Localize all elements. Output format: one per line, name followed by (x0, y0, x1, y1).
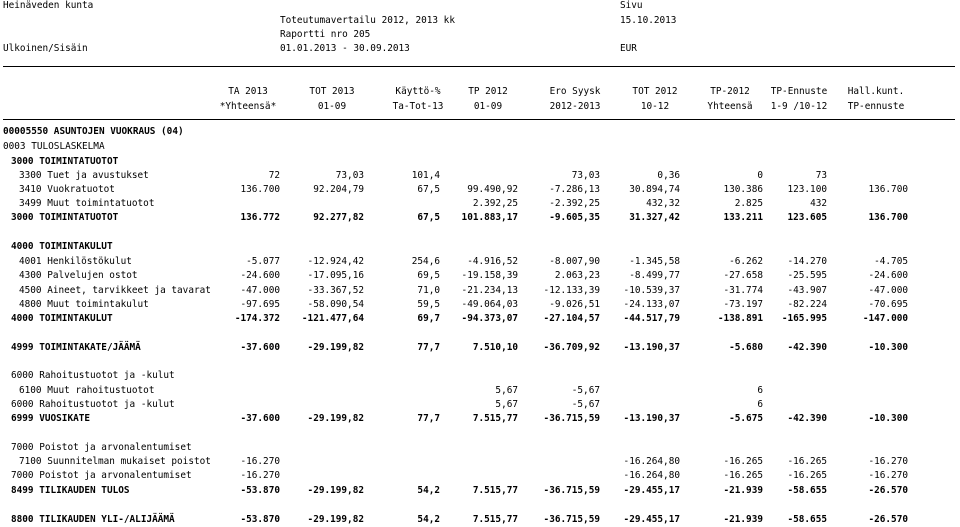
cell-col-8: -43.907 (787, 285, 827, 296)
cell-col-8: -165.995 (781, 313, 827, 324)
scope-label: Ulkoinen/Sisäin (3, 43, 88, 54)
table-row (0, 470, 960, 483)
cell-col-6: -1.345,58 (629, 256, 680, 267)
row-label: 6000 Rahoitustuotot ja -kulut (11, 370, 175, 381)
column-header-3-top: Käyttö-% (395, 86, 441, 97)
table-row (0, 126, 960, 139)
cell-col-7: -5.675 (729, 413, 763, 424)
cell-col-5: -9.605,35 (549, 212, 600, 223)
row-label: 4999 TOIMINTAKATE/JÄÄMÄ (11, 342, 141, 353)
cell-col-2: -58.090,54 (307, 299, 364, 310)
table-row (0, 399, 960, 412)
report-title: Toteutumavertailu 2012, 2013 kk (280, 15, 455, 26)
cell-col-7: 6 (757, 385, 763, 396)
cell-col-1: 136.700 (240, 184, 280, 195)
cell-col-4: 101.883,17 (461, 212, 518, 223)
cell-col-4: 7.515,77 (472, 514, 518, 525)
cell-col-4: 7.510,10 (472, 342, 518, 353)
cell-col-3: 69,5 (417, 270, 440, 281)
table-row (0, 342, 960, 355)
cell-col-5: -2.392,25 (549, 198, 600, 209)
table-row (0, 184, 960, 197)
cell-col-7: -138.891 (717, 313, 763, 324)
cell-col-3: 67,5 (417, 184, 440, 195)
cell-col-6: -44.517,79 (623, 313, 680, 324)
table-row (0, 370, 960, 383)
cell-col-8: -42.390 (787, 413, 827, 424)
cell-col-8: -42.390 (787, 342, 827, 353)
cell-col-8: -58.655 (787, 485, 827, 496)
column-header-2-bottom: 01-09 (317, 101, 347, 112)
cell-col-6: -13.190,37 (623, 413, 680, 424)
cell-col-5: -27.104,57 (543, 313, 600, 324)
cell-col-4: 5,67 (495, 385, 518, 396)
cell-col-3: 54,2 (417, 514, 440, 525)
cell-col-4: 7.515,77 (472, 485, 518, 496)
cell-col-6: -29.455,17 (623, 485, 680, 496)
table-row (0, 456, 960, 469)
cell-col-1: -24.600 (240, 270, 280, 281)
cell-col-1: -47.000 (240, 285, 280, 296)
cell-col-7: -27.658 (723, 270, 763, 281)
column-header-divider (3, 119, 955, 120)
cell-col-9: -70.695 (868, 299, 908, 310)
column-header-1-bottom: *Yhteensä* (219, 101, 277, 112)
cell-col-9: -10.300 (868, 342, 908, 353)
row-label: 4001 Henkilöstökulut (19, 256, 132, 267)
cell-col-9: -16.270 (868, 456, 908, 467)
cell-col-2: 92.277,82 (313, 212, 364, 223)
cell-col-8: -16.265 (787, 456, 827, 467)
cell-col-6: -16.264,80 (623, 456, 680, 467)
cell-col-1: -37.600 (240, 342, 280, 353)
row-label: 7000 Poistot ja arvonalentumiset (11, 470, 192, 481)
cell-col-1: -174.372 (234, 313, 280, 324)
row-label: 4000 TOIMINTAKULUT (11, 313, 113, 324)
header-divider (3, 66, 955, 67)
table-row (0, 285, 960, 298)
cell-col-6: -13.190,37 (623, 342, 680, 353)
cell-col-5: -36.709,92 (543, 342, 600, 353)
column-header-8-top: TP-Ennuste (770, 86, 828, 97)
cell-col-6: -8.499,77 (629, 270, 680, 281)
cell-col-8: 73 (815, 170, 827, 181)
row-label: 4800 Muut toimintakulut (19, 299, 149, 310)
page-label: Sivu (620, 0, 643, 11)
cell-col-6: 31.327,42 (629, 212, 680, 223)
cell-col-1: -16.270 (240, 470, 280, 481)
cell-col-6: 432,32 (646, 198, 680, 209)
cell-col-2: -33.367,52 (307, 285, 364, 296)
cell-col-5: -5,67 (571, 385, 600, 396)
row-label: 6999 VUOSIKATE (11, 413, 91, 424)
cell-col-8: 123.605 (787, 212, 827, 223)
cell-col-2: 73,03 (335, 170, 364, 181)
row-label: 0003 TULOSLASKELMA (3, 141, 105, 152)
company-name: Heinäveden kunta (3, 0, 94, 11)
cell-col-6: -10.539,37 (623, 285, 680, 296)
cell-col-6: -29.455,17 (623, 514, 680, 525)
cell-col-6: -16.264,80 (623, 470, 680, 481)
cell-col-7: -21.939 (723, 514, 763, 525)
row-label: 3000 TOIMINTATUOTOT (11, 156, 119, 167)
report-date: 15.10.2013 (620, 15, 677, 26)
cell-col-4: 99.490,92 (467, 184, 518, 195)
column-header-5-top: Ero Syysk (549, 86, 601, 97)
cell-col-6: 30.894,74 (629, 184, 680, 195)
cell-col-3: 71,0 (417, 285, 440, 296)
row-label: 7000 Poistot ja arvonalentumiset (11, 442, 192, 453)
cell-col-5: -12.133,39 (543, 285, 600, 296)
column-header-2-top: TOT 2013 (309, 86, 355, 97)
cell-col-8: -14.270 (787, 256, 827, 267)
cell-col-5: -36.715,59 (543, 413, 600, 424)
cell-col-7: 130.386 (723, 184, 763, 195)
cell-col-3: 101,4 (411, 170, 440, 181)
cell-col-8: -58.655 (787, 514, 827, 525)
row-label: 00005550 ASUNTOJEN VUOKRAUS (04) (3, 126, 184, 137)
cell-col-5: -36.715,59 (543, 485, 600, 496)
cell-col-7: -73.197 (723, 299, 763, 310)
row-label: 7100 Suunnitelman mukaiset poistot (19, 456, 211, 467)
table-row (0, 212, 960, 225)
cell-col-6: -24.133,07 (623, 299, 680, 310)
cell-col-2: -121.477,64 (301, 313, 364, 324)
table-row (0, 385, 960, 398)
column-header-7-bottom: Yhteensä (707, 101, 753, 112)
cell-col-5: 73,03 (571, 170, 600, 181)
table-row (0, 256, 960, 269)
cell-col-1: -37.600 (240, 413, 280, 424)
cell-col-2: -12.924,42 (307, 256, 364, 267)
column-header-9-top: Hall.kunt. (847, 86, 905, 97)
table-row (0, 270, 960, 283)
column-header-4-top: TP 2012 (468, 86, 508, 97)
cell-col-1: -53.870 (240, 514, 280, 525)
cell-col-9: -26.570 (868, 514, 908, 525)
cell-col-7: -31.774 (723, 285, 763, 296)
cell-col-4: -49.064,03 (461, 299, 518, 310)
cell-col-4: 2.392,25 (472, 198, 518, 209)
cell-col-3: 77,7 (417, 413, 440, 424)
cell-col-4: -19.158,39 (461, 270, 518, 281)
table-row (0, 442, 960, 455)
column-header-5-bottom: 2012-2013 (549, 101, 601, 112)
row-label: 3410 Vuokratuotot (19, 184, 115, 195)
report-period: 01.01.2013 - 30.09.2013 (280, 43, 410, 54)
cell-col-9: 136.700 (868, 184, 908, 195)
cell-col-1: -16.270 (240, 456, 280, 467)
table-row (0, 413, 960, 426)
cell-col-3: 67,5 (417, 212, 440, 223)
table-row (0, 141, 960, 154)
column-header-6-top: TOT 2012 (632, 86, 678, 97)
cell-col-3: 54,2 (417, 485, 440, 496)
row-label: 4300 Palvelujen ostot (19, 270, 138, 281)
row-label: 3300 Tuet ja avustukset (19, 170, 149, 181)
table-row (0, 156, 960, 169)
cell-col-7: 6 (757, 399, 763, 410)
cell-col-1: -53.870 (240, 485, 280, 496)
cell-col-9: -10.300 (868, 413, 908, 424)
cell-col-2: 92.204,79 (313, 184, 364, 195)
cell-col-3: 77,7 (417, 342, 440, 353)
column-header-9-bottom: TP-ennuste (847, 101, 905, 112)
cell-col-2: -17.095,16 (307, 270, 364, 281)
cell-col-5: -7.286,13 (549, 184, 600, 195)
cell-col-2: -29.199,82 (307, 413, 364, 424)
cell-col-9: -147.000 (862, 313, 908, 324)
currency-label: EUR (620, 43, 637, 54)
cell-col-8: -25.595 (787, 270, 827, 281)
cell-col-3: 254,6 (411, 256, 440, 267)
cell-col-5: -36.715,59 (543, 514, 600, 525)
cell-col-1: -5.077 (246, 256, 280, 267)
cell-col-4: -21.234,13 (461, 285, 518, 296)
cell-col-7: -6.262 (729, 256, 763, 267)
cell-col-9: -26.570 (868, 485, 908, 496)
cell-col-9: -16.270 (868, 470, 908, 481)
cell-col-9: -47.000 (868, 285, 908, 296)
cell-col-1: -97.695 (240, 299, 280, 310)
cell-col-6: 0,36 (657, 170, 680, 181)
cell-col-4: 7.515,77 (472, 413, 518, 424)
cell-col-8: -82.224 (787, 299, 827, 310)
table-row (0, 241, 960, 254)
row-label: 6100 Muut rahoitustuotot (19, 385, 155, 396)
cell-col-4: -4.916,52 (467, 256, 518, 267)
cell-col-3: 69,7 (417, 313, 440, 324)
row-label: 4000 TOIMINTAKULUT (11, 241, 113, 252)
cell-col-2: -29.199,82 (307, 514, 364, 525)
cell-col-7: 0 (757, 170, 763, 181)
cell-col-2: -29.199,82 (307, 342, 364, 353)
cell-col-4: -94.373,07 (461, 313, 518, 324)
table-row (0, 313, 960, 326)
cell-col-9: -4.705 (874, 256, 908, 267)
cell-col-7: -16.265 (723, 456, 763, 467)
column-header-7-top: TP-2012 (710, 86, 750, 97)
cell-col-4: 5,67 (495, 399, 518, 410)
cell-col-7: -5.680 (729, 342, 763, 353)
cell-col-8: 123.100 (787, 184, 827, 195)
cell-col-9: 136.700 (868, 212, 908, 223)
cell-col-7: 2.825 (734, 198, 763, 209)
column-header-1-top: TA 2013 (228, 86, 268, 97)
cell-col-8: 432 (810, 198, 827, 209)
row-label: 6000 Rahoitustuotot ja -kulut (11, 399, 175, 410)
cell-col-9: -24.600 (868, 270, 908, 281)
cell-col-5: -9.026,51 (549, 299, 600, 310)
row-label: 8800 TILIKAUDEN YLI-/ALIJÄÄMÄ (11, 514, 175, 525)
cell-col-7: -21.939 (723, 485, 763, 496)
column-header-6-bottom: 10-12 (640, 101, 670, 112)
column-header-4-bottom: 01-09 (473, 101, 503, 112)
column-header-8-bottom: 1-9 /10-12 (770, 101, 828, 112)
cell-col-8: -16.265 (787, 470, 827, 481)
row-label: 4500 Aineet, tarvikkeet ja tavarat (19, 285, 211, 296)
table-row (0, 299, 960, 312)
table-row (0, 170, 960, 183)
cell-col-7: 133.211 (723, 212, 763, 223)
cell-col-1: 136.772 (240, 212, 280, 223)
table-row (0, 485, 960, 498)
report-number: Raportti nro 205 (280, 29, 371, 40)
cell-col-5: 2.063,23 (554, 270, 600, 281)
column-header-3-bottom: Ta-Tot-13 (392, 101, 444, 112)
cell-col-2: -29.199,82 (307, 485, 364, 496)
row-label: 3499 Muut toimintatuotot (19, 198, 155, 209)
table-row (0, 198, 960, 211)
cell-col-5: -8.007,90 (549, 256, 600, 267)
cell-col-1: 72 (268, 170, 280, 181)
cell-col-7: -16.265 (723, 470, 763, 481)
cell-col-3: 59,5 (417, 299, 440, 310)
cell-col-5: -5,67 (571, 399, 600, 410)
row-label: 3000 TOIMINTATUOTOT (11, 212, 119, 223)
row-label: 8499 TILIKAUDEN TULOS (11, 485, 130, 496)
